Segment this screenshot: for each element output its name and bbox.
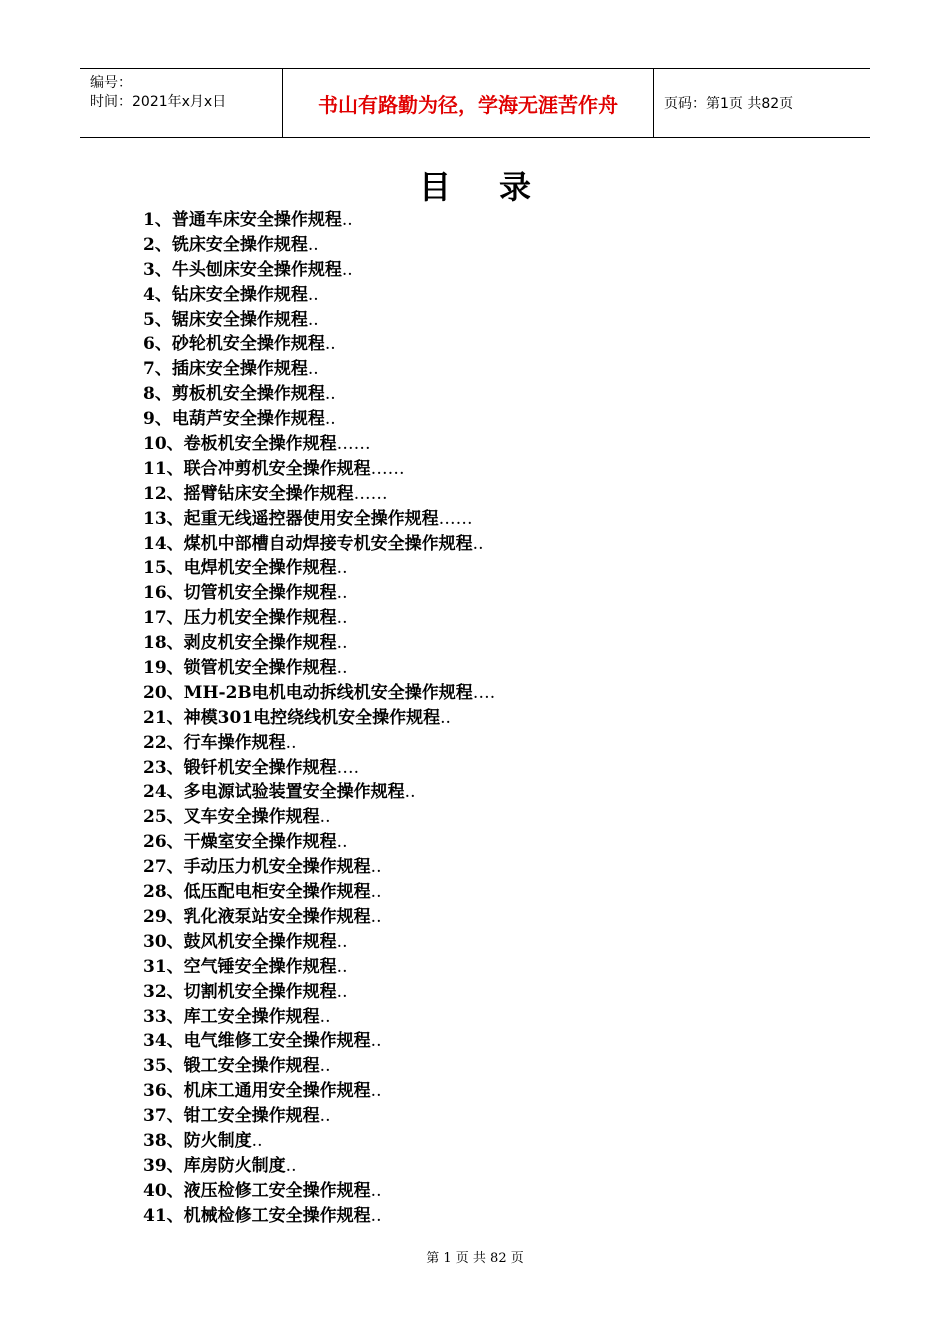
toc-entry-title: 6、砂轮机安全操作规程 <box>143 334 325 355</box>
toc-leader-dots: .. <box>370 906 382 927</box>
toc-entry-title: 30、鼓风机安全操作规程 <box>143 931 337 952</box>
toc-leader-dots: .. <box>472 533 484 554</box>
toc-entry[interactable] <box>143 756 763 781</box>
toc-entry-title: 13、起重无线遥控器使用安全操作规程 <box>143 508 439 529</box>
toc-leader-dots: .. <box>319 807 331 828</box>
toc-entry-title: 29、乳化液泵站安全操作规程 <box>143 906 371 927</box>
toc-leader-dots: .. <box>336 633 348 654</box>
toc-entry-title: 26、干燥室安全操作规程 <box>143 832 337 853</box>
toc-entry-title: 3、牛头刨床安全操作规程 <box>143 259 342 280</box>
toc-leader-dots: .. <box>307 309 319 330</box>
toc-leader-dots: .. <box>251 1130 263 1151</box>
toc-entry-title: 28、低压配电柜安全操作规程 <box>143 882 371 903</box>
toc-leader-dots: .. <box>285 1155 297 1176</box>
toc-entry-title: 17、压力机安全操作规程 <box>143 608 337 629</box>
toc-entry-title: 35、锻工安全操作规程 <box>143 1056 320 1077</box>
toc-entry[interactable] <box>143 805 763 830</box>
toc-entry-title: 12、摇臂钻床安全操作规程 <box>143 483 354 504</box>
header-page-info: 页码：第1页 共82页 <box>664 96 794 112</box>
toc-leader-dots: .. <box>324 409 336 430</box>
table-of-contents <box>143 208 763 1229</box>
toc-leader-dots: .. <box>370 1180 382 1201</box>
toc-leader-dots: .. <box>341 210 353 230</box>
toc-leader-dots: .. <box>336 931 348 952</box>
toc-entry-title: 2、铣床安全操作规程 <box>143 234 308 255</box>
toc-entry[interactable] <box>143 1054 763 1079</box>
toc-entry[interactable] <box>143 407 763 432</box>
toc-entry[interactable] <box>143 1204 763 1229</box>
toc-leader-dots: …… <box>336 434 371 455</box>
toc-entry-title: 32、切割机安全操作规程 <box>143 981 337 1002</box>
toc-entry-title: 27、手动压力机安全操作规程 <box>143 857 371 878</box>
page-footer: 第 1 页 共 82 页 <box>426 1251 524 1266</box>
toc-entry[interactable] <box>143 382 763 407</box>
toc-leader-dots: .. <box>336 608 348 629</box>
toc-leader-dots: .. <box>307 284 319 305</box>
toc-leader-dots: .. <box>370 1081 382 1102</box>
toc-leader-dots: .. <box>336 658 348 679</box>
toc-entry[interactable] <box>143 930 763 955</box>
toc-leader-dots: .. <box>319 1056 331 1077</box>
toc-entry-title: 19、锁管机安全操作规程 <box>143 658 337 679</box>
toc-entry[interactable] <box>143 233 763 258</box>
toc-entry-title: 33、库工安全操作规程 <box>143 1006 320 1027</box>
toc-entry[interactable] <box>143 830 763 855</box>
toc-entry[interactable] <box>143 980 763 1005</box>
toc-entry[interactable] <box>143 1005 763 1030</box>
toc-entry[interactable] <box>143 681 763 706</box>
toc-leader-dots: …. <box>472 682 496 703</box>
toc-entry-title: 31、空气锤安全操作规程 <box>143 956 337 977</box>
toc-entry-title: 9、电葫芦安全操作规程 <box>143 409 325 430</box>
toc-leader-dots: .. <box>404 782 416 803</box>
toc-entry-title: 14、煤机中部槽自动焊接专机安全操作规程 <box>143 533 473 554</box>
toc-leader-dots: .. <box>319 1106 331 1127</box>
page-header <box>80 68 870 138</box>
toc-entry[interactable] <box>143 581 763 606</box>
toc-entry[interactable] <box>143 880 763 905</box>
toc-entry-title: 15、电焊机安全操作规程 <box>143 558 337 579</box>
toc-entry[interactable] <box>143 780 763 805</box>
toc-leader-dots: .. <box>341 259 353 280</box>
toc-entry[interactable] <box>143 1129 763 1154</box>
toc-entry-title: 39、库房防火制度 <box>143 1155 286 1176</box>
toc-entry[interactable] <box>143 855 763 880</box>
toc-entry[interactable] <box>143 556 763 581</box>
toc-entry-title: 16、切管机安全操作规程 <box>143 583 337 604</box>
toc-entry-title: 4、钻床安全操作规程 <box>143 284 308 305</box>
toc-entry-title: 23、锻钎机安全操作规程 <box>143 757 337 778</box>
toc-leader-dots: .. <box>336 832 348 853</box>
toc-entry-title: 11、联合冲剪机安全操作规程 <box>143 458 371 479</box>
toc-leader-dots: .. <box>370 882 382 903</box>
toc-entry-title: 36、机床工通用安全操作规程 <box>143 1081 371 1102</box>
toc-leader-dots: .. <box>307 359 319 380</box>
toc-leader-dots: .. <box>370 857 382 878</box>
toc-entry-title: 7、插床安全操作规程 <box>143 359 308 380</box>
toc-entry[interactable] <box>143 731 763 756</box>
toc-entry[interactable] <box>143 208 763 233</box>
toc-entry-title: 24、多电源试验装置安全操作规程 <box>143 782 405 803</box>
page-title: 目录 <box>418 168 579 206</box>
toc-entry[interactable] <box>143 357 763 382</box>
toc-leader-dots: .. <box>440 707 451 728</box>
toc-entry[interactable] <box>143 631 763 656</box>
toc-leader-dots: .. <box>336 558 348 579</box>
toc-entry[interactable] <box>143 308 763 333</box>
toc-leader-dots: .. <box>336 956 348 977</box>
toc-entry[interactable] <box>143 1179 763 1204</box>
toc-entry-title: 18、剥皮机安全操作规程 <box>143 633 337 654</box>
toc-entry-title: 37、钳工安全操作规程 <box>143 1106 320 1127</box>
document-date: 时间：2021年x月x日 <box>90 94 227 110</box>
toc-entry[interactable] <box>143 283 763 308</box>
toc-leader-dots: …… <box>438 508 473 529</box>
toc-entry[interactable] <box>143 1029 763 1054</box>
toc-entry-title: 5、锯床安全操作规程 <box>143 309 308 330</box>
toc-entry[interactable] <box>143 905 763 930</box>
toc-entry[interactable] <box>143 706 763 731</box>
toc-leader-dots: .. <box>307 234 319 255</box>
toc-entry-title: 38、防火制度 <box>143 1130 252 1151</box>
toc-entry[interactable] <box>143 1079 763 1104</box>
toc-entry[interactable] <box>143 1104 763 1129</box>
toc-entry-title: 8、剪板机安全操作规程 <box>143 384 325 405</box>
toc-entry-title: 22、行车操作规程 <box>143 732 286 753</box>
toc-entry-title: 34、电气维修工安全操作规程 <box>143 1031 371 1052</box>
toc-entry[interactable] <box>143 656 763 681</box>
toc-leader-dots: …. <box>336 757 360 778</box>
toc-entry[interactable] <box>143 258 763 283</box>
toc-entry[interactable] <box>143 332 763 357</box>
toc-entry[interactable] <box>143 482 763 507</box>
toc-leader-dots: .. <box>370 1031 382 1052</box>
toc-entry[interactable] <box>143 432 763 457</box>
header-meta <box>80 69 283 137</box>
toc-leader-dots: …… <box>370 458 405 479</box>
toc-entry-title: 10、卷板机安全操作规程 <box>143 434 337 455</box>
toc-entry[interactable] <box>143 532 763 557</box>
toc-leader-dots: .. <box>285 732 297 753</box>
toc-entry-title: 20、MH-2B电机电动拆线机安全操作规程 <box>143 682 473 703</box>
toc-entry-title: 41、机械检修工安全操作规程 <box>143 1205 371 1226</box>
toc-entry[interactable] <box>143 507 763 532</box>
toc-leader-dots: .. <box>370 1205 382 1226</box>
document-number-label: 编号： <box>90 75 132 91</box>
toc-entry-title: 21、神模301电控绕线机安全操作规程 <box>143 707 441 728</box>
toc-entry[interactable] <box>143 457 763 482</box>
header-motto: 书山有路勤为径，学海无涯苦作舟 <box>283 69 654 137</box>
toc-entry[interactable] <box>143 955 763 980</box>
toc-leader-dots: .. <box>324 334 336 355</box>
toc-entry-title: 40、液压检修工安全操作规程 <box>143 1180 371 1201</box>
toc-entry-title: 25、叉车安全操作规程 <box>143 807 320 828</box>
toc-entry[interactable] <box>143 1154 763 1179</box>
toc-entry[interactable] <box>143 606 763 631</box>
toc-leader-dots: .. <box>336 981 348 1002</box>
toc-leader-dots: .. <box>319 1006 331 1027</box>
toc-leader-dots: .. <box>324 384 336 405</box>
toc-entry-title: 1、普通车床安全操作规程 <box>143 210 342 230</box>
toc-leader-dots: …… <box>353 483 388 504</box>
toc-leader-dots: .. <box>336 583 348 604</box>
